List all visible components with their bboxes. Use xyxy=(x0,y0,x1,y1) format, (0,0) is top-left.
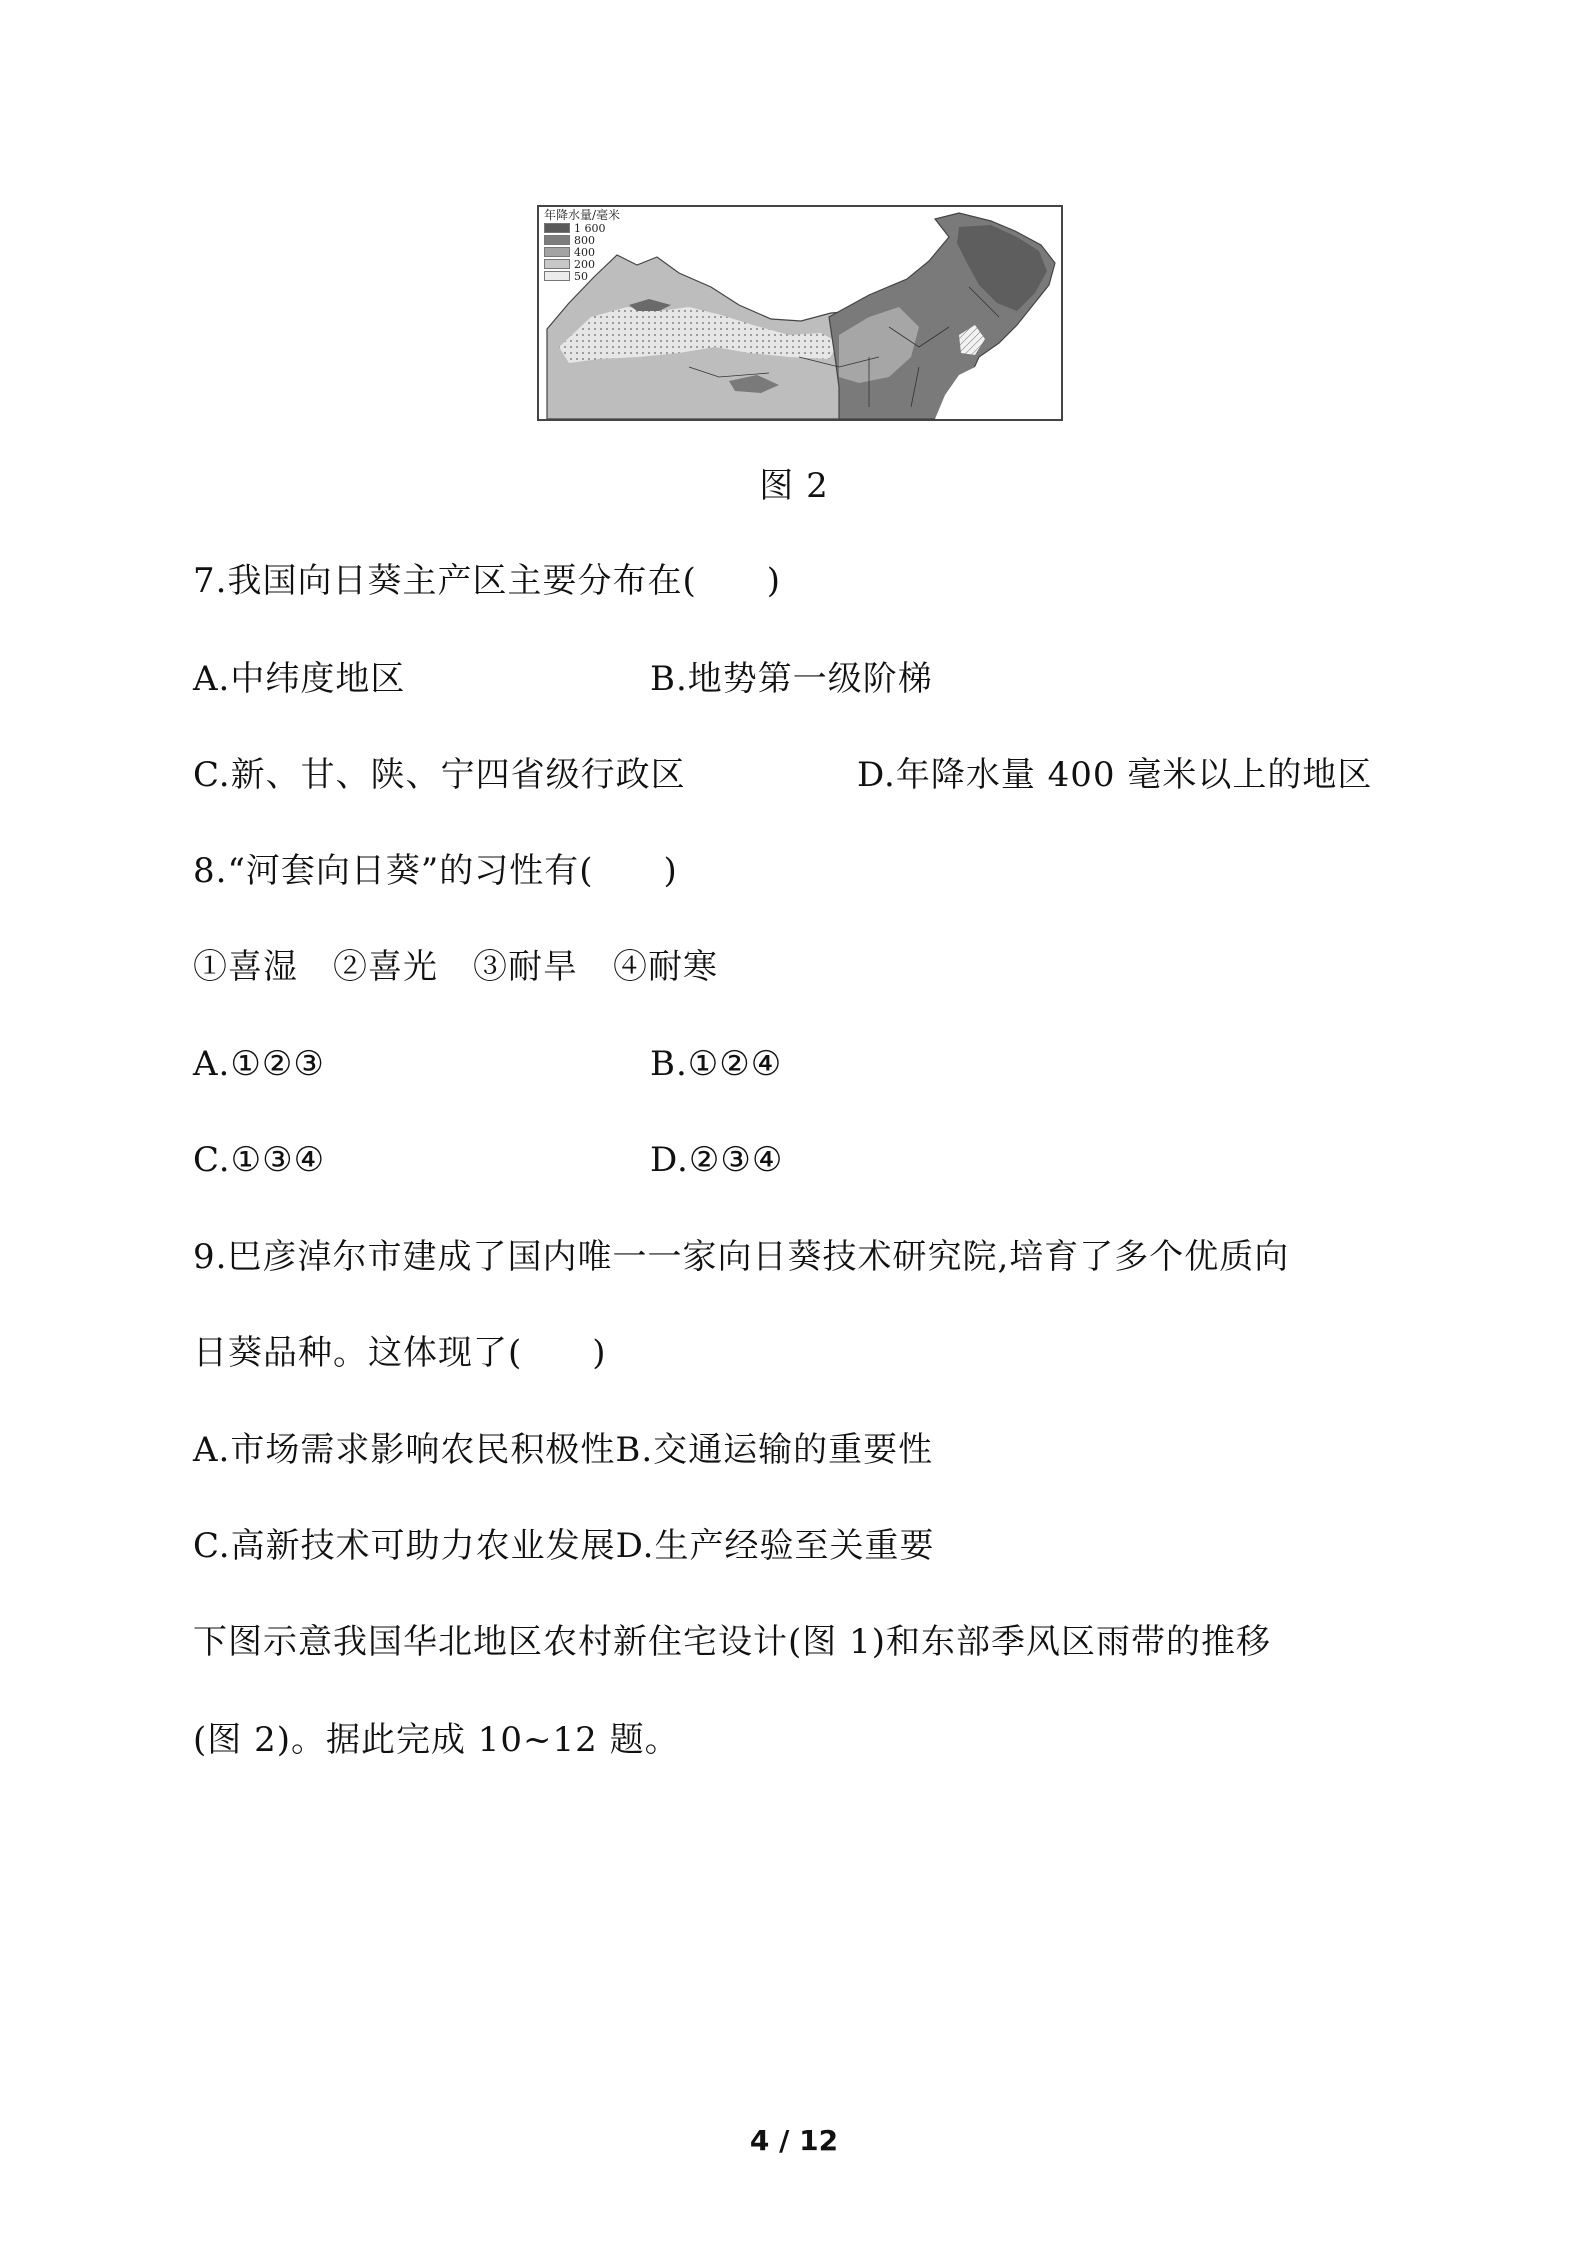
legend-item xyxy=(544,246,654,258)
question-7-option-b: B.地势第一级阶梯 xyxy=(650,659,933,699)
question-7-option-c: C.新、甘、陕、宁四省级行政区 xyxy=(193,755,686,795)
question-9-options-ab: A.市场需求影响农民积极性B.交通运输的重要性 xyxy=(193,1430,934,1470)
intro-paragraph-line-2: (图 2)。据此完成 10~12 题。 xyxy=(193,1720,680,1760)
legend-item xyxy=(544,270,654,282)
question-8-stem: 8.“河套向日葵”的习性有( ) xyxy=(193,851,678,891)
question-9-options-cd: C.高新技术可助力农业发展D.生产经验至关重要 xyxy=(193,1526,935,1566)
intro-paragraph-line-1: 下图示意我国华北地区农村新住宅设计(图 1)和东部季风区雨带的推移 xyxy=(193,1622,1271,1662)
legend-title: 年降水量/毫米 xyxy=(544,208,621,222)
legend-label: 1 600 xyxy=(574,221,606,235)
question-7-option-a: A.中纬度地区 xyxy=(193,659,406,699)
question-8-option-d: D.②③④ xyxy=(650,1140,784,1180)
question-9-stem-line-2: 日葵品种。这体现了( ) xyxy=(193,1333,607,1373)
legend-label: 200 xyxy=(574,257,595,271)
precipitation-map xyxy=(537,205,1063,421)
legend-item xyxy=(544,222,654,234)
legend-swatch xyxy=(544,271,570,281)
question-8-option-c: C.①③④ xyxy=(193,1140,326,1180)
legend-item xyxy=(544,234,654,246)
figure-caption: 图 2 xyxy=(759,466,829,506)
legend-swatch xyxy=(544,223,570,233)
legend-label: 50 xyxy=(574,269,588,283)
question-8-option-a: A.①②③ xyxy=(193,1044,325,1084)
question-7-option-d: D.年降水量 400 毫米以上的地区 xyxy=(857,755,1373,795)
legend-item xyxy=(544,258,654,270)
question-9-stem-line-1: 9.巴彦淖尔市建成了国内唯一一家向日葵技术研究院,培育了多个优质向 xyxy=(193,1237,1290,1277)
legend-swatch xyxy=(544,235,570,245)
legend-swatch xyxy=(544,247,570,257)
legend-label: 400 xyxy=(574,245,595,259)
question-8-statements: ①喜湿 ②喜光 ③耐旱 ④耐寒 xyxy=(193,947,718,987)
question-7-stem: 7.我国向日葵主产区主要分布在( ) xyxy=(193,561,781,601)
question-8-option-b: B.①②④ xyxy=(650,1044,783,1084)
map-legend xyxy=(544,209,654,282)
precipitation-map-figure xyxy=(537,205,1061,419)
legend-label: 800 xyxy=(574,233,595,247)
page-number: 4 / 12 xyxy=(749,2124,839,2157)
legend-swatch xyxy=(544,259,570,269)
